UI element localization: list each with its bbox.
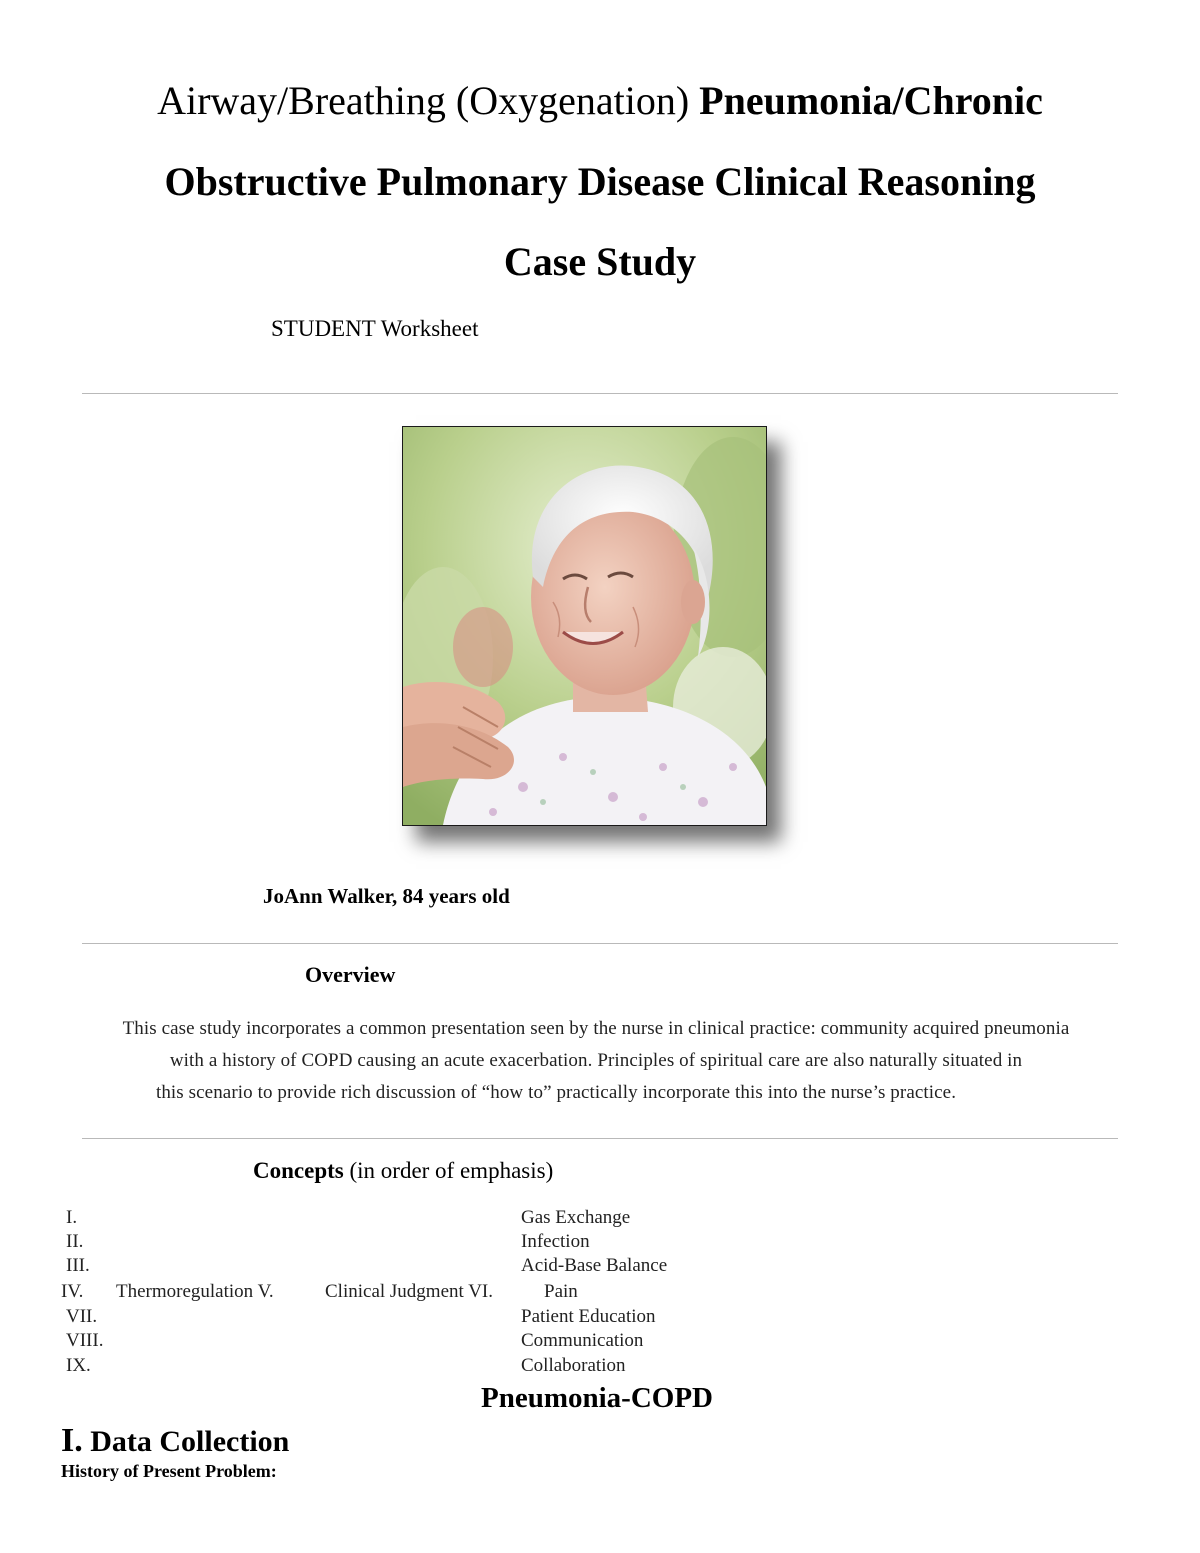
concept-number: IV. [61, 1281, 84, 1302]
patient-caption: JoAnn Walker, 84 years old [263, 884, 510, 908]
concept-label: Collaboration [521, 1355, 626, 1376]
concepts-heading-label: Concepts [253, 1158, 344, 1183]
document-title-line-2: Obstructive Pulmonary Disease Clinical Reasoning [164, 159, 1036, 204]
concepts-heading-note: (in order of emphasis) [343, 1158, 554, 1183]
divider [82, 1138, 1118, 1139]
patient-photo-icon [403, 427, 766, 825]
concept-label: Clinical Judgment VI. [325, 1281, 493, 1302]
concept-label: Thermoregulation V. [116, 1281, 274, 1302]
concept-label: Pain [544, 1281, 578, 1302]
concept-label: Infection [521, 1231, 590, 1252]
overview-line: with a history of COPD causing an acute exacerbation. Principles of spiritual care are also naturally situated in [169, 1050, 1023, 1071]
title-bold-part: Pneumonia/Chronic [699, 78, 1043, 123]
overview-line: this scenario to provide rich discussion of “how to” practically incorporate this into the nurse’s practice. [155, 1082, 957, 1103]
concept-number: III. [66, 1255, 90, 1276]
document-title-line-3: Case Study [503, 239, 697, 284]
divider [82, 393, 1118, 394]
overview-line: This case study incorporates a common presentation seen by the nurse in clinical practice: community acquired pneumonia [122, 1018, 1070, 1039]
concept-number: VIII. [66, 1330, 104, 1351]
document-title-line-1 [40, 60, 1160, 142]
data-collection-label: Data Collection [82, 1425, 290, 1458]
overview-paragraph [40, 1013, 1152, 1109]
title-prefix: Airway/Breathing (Oxygenation) [157, 78, 700, 123]
concept-label: Acid-Base Balance [521, 1255, 668, 1276]
overview-heading: Overview [305, 962, 396, 987]
section-title: Pneumonia-COPD [481, 1382, 713, 1414]
concept-number: VII. [66, 1306, 98, 1327]
concept-number: I. [66, 1207, 78, 1228]
concept-number: II. [66, 1231, 84, 1252]
concept-label: Communication [521, 1330, 644, 1351]
worksheet-subtitle: STUDENT Worksheet [271, 316, 479, 341]
concept-label: Gas Exchange [521, 1207, 631, 1228]
concepts-heading [253, 1158, 553, 1184]
divider [82, 943, 1118, 944]
history-label: History of Present Problem: [61, 1461, 277, 1481]
concept-number: IX. [66, 1355, 91, 1376]
section-numeral: I. [61, 1422, 83, 1459]
data-collection-heading [61, 1422, 289, 1460]
concept-label: Patient Education [521, 1306, 656, 1327]
patient-photo [402, 426, 767, 826]
